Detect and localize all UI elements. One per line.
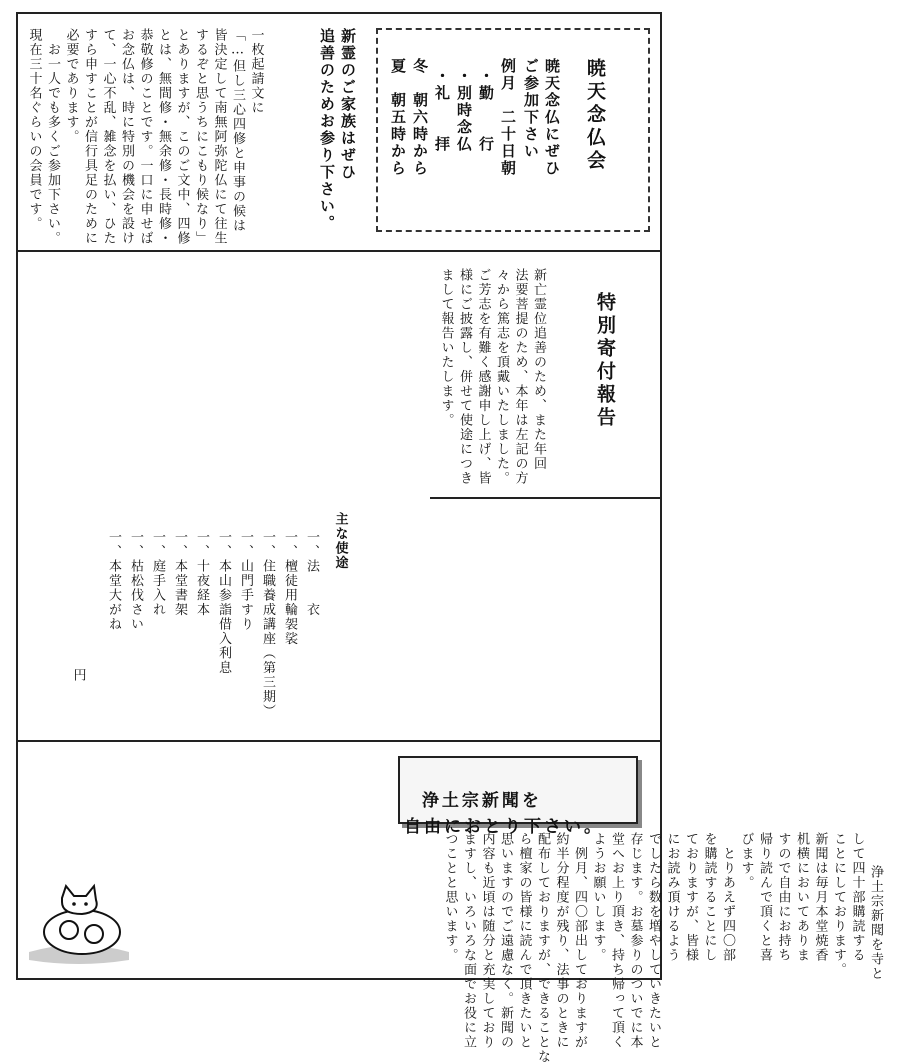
gyoten-schedule bbox=[388, 58, 518, 218]
cat-icon bbox=[24, 860, 134, 970]
use-item: 一、法 衣 bbox=[304, 530, 319, 617]
use-item: 一、庭手入れ bbox=[150, 530, 165, 617]
use-item: 一、枯松伐さい bbox=[128, 530, 143, 632]
use-item: 一、本堂大がね bbox=[106, 530, 121, 632]
gyoten-invite: 暁天念仏にぜひ ご参加下さい bbox=[522, 58, 561, 177]
divider-upper bbox=[16, 250, 662, 252]
schedule-item: 冬 朝六時から bbox=[411, 58, 429, 177]
shinrei-body: 一枚起請文に 「…但し三心四修と申事の候は 皆決定して南無阿弥陀仏にて往生 するぞと思うちにこもり候なり」 とありますが、このご文中、四修 とは、無間修・無余修・長時修・ 恭敬修のことです。一口に申せば お念仏は、時に特別の機会を設け て、一心不乱、雑念を払い、ひた すら申すことが信行具足のために 必要であります。 お一人でも多くご参加下さい。 現在三十名ぐらいの会員です。 bbox=[26, 28, 264, 246]
schedule-item: 夏 朝五時から bbox=[389, 58, 407, 177]
schedule-item: ・礼 拝 bbox=[433, 68, 451, 153]
kifu-title: 特別寄付報告 bbox=[594, 292, 616, 430]
divider-lower bbox=[16, 740, 662, 742]
yen-label: 円 bbox=[70, 668, 86, 683]
shimbun-body: 浄土宗新聞を寺と して四十部購読する ことにしております。 新聞は毎月本堂焼香 机横においてありま すので自由にお持ち 帰り読んで頂くと喜 びます。 とりあえず四〇部 を購読することにし ておりますが、皆様 にお読み頂けるよう でしたら数を増やしていきたいと 存じます。お墓参りのついでに本 堂へお上り頂き、持ち帰って頂く ようお願いします。 例月、四〇部出しておりますが 約半分程度が残り、法事のときに 配布しておりますが、できることな ら檀家の皆様に読んで頂きたいと 思いますのでご遠慮なく。新聞の 内容も近頃は随分と充実しており ますし、いろいろな面でお役に立 つことと思います。 bbox=[442, 832, 883, 1064]
shimbun-title-text: 浄土宗新聞を 自由におとり下さい。 bbox=[404, 791, 604, 837]
schedule-item: 例月 二十日朝 bbox=[499, 58, 517, 177]
use-item: 一、本堂書架 bbox=[172, 530, 187, 617]
kifu-body: 新亡霊位追善のため、また年回 法要菩提のため、本年は左記の方 々から篤志を頂戴いたしました。 ご芳志を有難く感謝申し上げ、皆 様にご披露し、併せて使途につき まして報告いたします。 bbox=[438, 268, 546, 486]
use-item: 一、住職養成講座（第三期） bbox=[260, 530, 275, 719]
divider-kifu bbox=[430, 497, 662, 499]
shimbun-title bbox=[404, 762, 630, 837]
schedule-item: ・勤 行 bbox=[477, 68, 495, 153]
use-item: 一、本山参詣借入利息 bbox=[216, 530, 231, 675]
use-item: 一、十夜経本 bbox=[194, 530, 209, 617]
shinrei-heading: 新霊のご家族はぜひ 追善のためお参り下さい。 bbox=[318, 28, 357, 232]
left-border bbox=[16, 12, 18, 980]
schedule-item: ・別時念仏 bbox=[455, 68, 473, 153]
cat-illustration bbox=[24, 860, 134, 970]
use-item: 一、山門手すり bbox=[238, 530, 253, 632]
uses-list bbox=[100, 530, 320, 730]
top-border bbox=[16, 12, 662, 14]
uses-heading: 主な使途 bbox=[332, 512, 348, 570]
shimbun-body-upper bbox=[440, 832, 903, 1064]
gyoten-title: 暁天念仏会 bbox=[584, 58, 606, 173]
use-item: 一、檀徒用輪袈裟 bbox=[282, 530, 297, 646]
